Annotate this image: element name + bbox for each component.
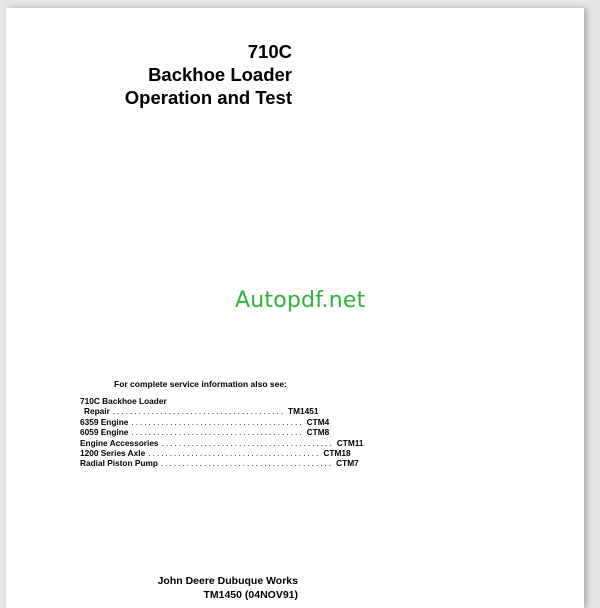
dot-leader: ........................................ [112,406,286,417]
dot-leader: ........................................ [160,458,334,469]
dot-leader: ........................................ [148,448,321,459]
manual-type-title: Operation and Test [124,87,292,108]
machine-title: Backhoe Loader [148,64,292,85]
watermark-text: Autopdf.net [235,288,366,313]
reference-code: CTM11 [336,437,364,448]
reference-row-6359-engine [80,416,330,427]
reference-code: TM1451 [288,406,319,417]
reference-list-heading: 710C Backhoe Loader [80,396,167,406]
dot-leader: ........................................ [131,416,304,427]
reference-name: 6059 Engine [80,427,129,438]
reference-row-engine-accessories [80,437,364,448]
reference-name: Repair [84,406,110,417]
reference-name: 1200 Series Axle [80,448,146,459]
reference-row-radial-piston-pump [80,458,359,469]
document-footer [158,574,298,602]
dot-leader: ........................................ [161,437,334,448]
publisher-name: John Deere Dubuque Works [157,575,298,587]
model-title: 710C [247,41,292,62]
reference-row-1200-series-axle [80,448,351,459]
see-also-heading: For complete service information also see: [114,379,287,389]
reference-row-6059-engine [80,427,330,438]
document-title [125,40,292,109]
reference-name: 6359 Engine [80,416,129,427]
document-page [6,8,584,608]
reference-list [80,396,364,469]
reference-name: Engine Accessories [80,437,159,448]
reference-name: Radial Piston Pump [80,458,158,469]
reference-code: CTM18 [323,448,351,459]
reference-code: CTM8 [306,427,330,438]
reference-code: CTM4 [306,416,330,427]
reference-row-repair [80,406,319,417]
reference-code: CTM7 [336,458,359,469]
document-number: TM1450 (04NOV91) [203,589,298,601]
dot-leader: ........................................ [131,427,304,438]
